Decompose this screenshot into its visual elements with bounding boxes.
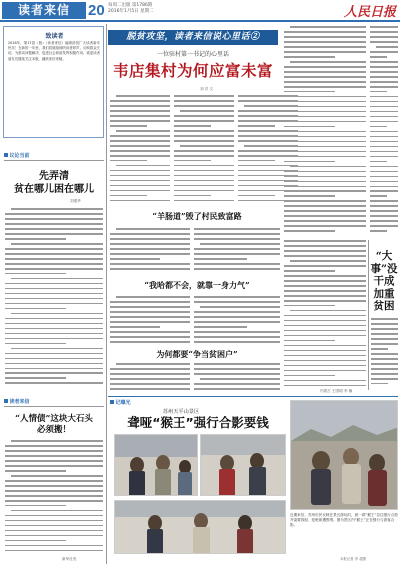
section-tag-left-2	[4, 398, 30, 405]
column-divider	[368, 240, 369, 390]
left-headline-line1: 先弄清	[39, 171, 69, 182]
section-name: 读者来信	[2, 2, 86, 19]
feature-body-col4	[284, 26, 366, 238]
right-column-body	[371, 318, 398, 388]
photo-main-illustration	[291, 401, 398, 510]
bottom-section-rule	[108, 396, 398, 397]
feature-body-col1	[110, 95, 170, 205]
section-tag-label-2: 读者来信	[9, 399, 30, 405]
feature-kicker-sub: 一位驻村第一书记的心里话	[156, 51, 229, 58]
issue-info	[108, 3, 154, 15]
divider	[4, 160, 104, 161]
feature-subhead-1: “羊肠道”毁了村民致富路	[152, 211, 242, 221]
feature-subhead-3: 为何都要“争当贫困户”	[156, 349, 238, 359]
feature-body-col4-lower	[284, 240, 366, 392]
feature-body-section1-b	[194, 228, 280, 272]
left-headline-line2: 贫在哪儿困在哪儿	[14, 184, 94, 195]
section-tag-left	[4, 152, 30, 159]
photo-caption: 近期来信，苏州市民反映在景区游玩时，被一群“猴王”拉住强行合影并索要钱财，拒绝即遭围堵。图为景区内“猴王”正在强行与游客合影。	[290, 513, 398, 527]
tag-square-icon	[4, 153, 8, 157]
column-divider	[106, 24, 107, 564]
left-byline: 刘建华	[70, 199, 81, 203]
issue-line: 每周二出版 第1786期	[108, 3, 153, 8]
left-article2-body	[5, 440, 103, 555]
tag-square-icon	[110, 400, 114, 404]
photo-middle	[200, 434, 286, 496]
photo-story-title: 聋哑“猴王”强行合影要钱	[127, 415, 269, 430]
photo-location: 苏州天平山景区	[162, 409, 200, 415]
letter-body: 2016年，第17卷（版）《读者来信》编辑部祝广大读者新年快乐！在新的一年里，我们将继续倾听读者呼声，反映群众关切，为推动问题解决、促进社会和谐发挥积极作用。欢迎读者朋友们继续关注本版，踊跃来信来稿。	[8, 41, 100, 61]
feature-kicker: 脱贫攻坚，读者来信说心里话②	[126, 32, 260, 42]
feature-body-section2-a	[110, 296, 190, 344]
page-number: 20	[88, 2, 105, 19]
feature-body-section1-a	[110, 228, 190, 272]
newspaper-logo: 人民日报	[343, 5, 396, 20]
feature-body-col5	[370, 26, 398, 238]
photo-credit: 本报记者 李 超摄	[340, 557, 366, 561]
letter-title: 致读者	[45, 33, 64, 40]
date-line: 2016年1月5日 星期二	[108, 9, 154, 14]
letter-box	[3, 26, 104, 138]
section-tag-bottom	[110, 399, 131, 406]
masthead-rule	[0, 20, 400, 22]
masthead	[0, 0, 400, 22]
right-column-byline: 内蒙古 王国明 李 楠	[320, 389, 353, 393]
section-tag-bottom-label: 记曝光	[115, 400, 131, 406]
photo-bottom	[114, 500, 286, 554]
feature-title: 韦店集村为何应富未富	[112, 62, 273, 80]
feature-body-section2-b	[194, 296, 280, 344]
left-article-body	[5, 208, 103, 390]
photo-left	[114, 434, 198, 496]
photo-left-illustration	[115, 435, 198, 496]
divider	[4, 406, 104, 407]
feature-body-col2	[174, 95, 234, 205]
left-headline2-line1: “人情债”这块大石头	[15, 414, 93, 424]
section-tag-label: 议论当前	[9, 153, 30, 159]
feature-author: 刘 洋 文	[200, 87, 214, 91]
left-byline-2: 新华社发	[62, 557, 77, 561]
left-headline2-line2: 必须搬！	[36, 425, 71, 435]
feature-body-section3-a	[110, 363, 190, 393]
photo-bottom-illustration	[115, 501, 286, 554]
photo-middle-illustration	[201, 435, 286, 496]
photo-main	[290, 400, 398, 510]
tag-square-icon	[4, 399, 8, 403]
feature-body-section3-b	[194, 363, 280, 393]
right-column-title: “大事”没干成加重贫困	[370, 250, 398, 312]
left-headline	[8, 170, 100, 196]
feature-subhead-2: “我哈都不会，就靠一身力气”	[144, 280, 250, 290]
left-headline-2	[6, 414, 102, 436]
